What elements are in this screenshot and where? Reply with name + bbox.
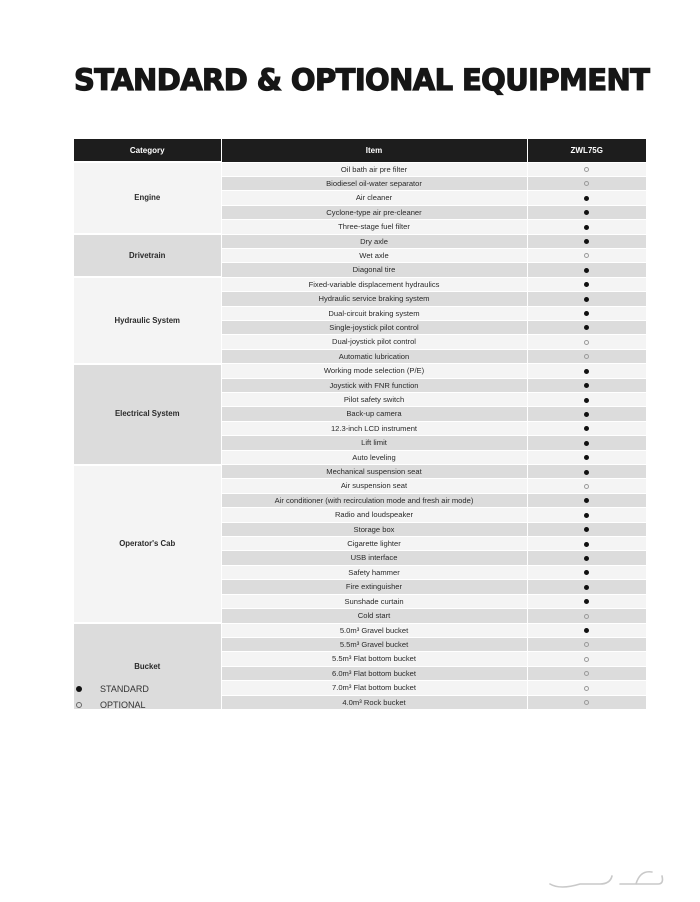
availability-cell xyxy=(527,522,646,536)
table-row xyxy=(74,277,646,291)
availability-cell xyxy=(527,292,646,306)
availability-cell xyxy=(527,306,646,320)
availability-cell xyxy=(527,551,646,565)
table-row xyxy=(74,623,646,637)
item-cell: Three-stage fuel filter xyxy=(221,220,527,234)
availability-cell xyxy=(527,335,646,349)
optional-circle-icon xyxy=(584,700,589,705)
item-cell: Fire extinguisher xyxy=(221,580,527,594)
standard-dot-icon xyxy=(584,628,589,633)
standard-dot-icon xyxy=(76,686,82,692)
standard-dot-icon xyxy=(584,398,589,403)
availability-cell xyxy=(527,450,646,464)
item-cell: Cold start xyxy=(221,609,527,623)
item-cell: 4.0m³ Rock bucket xyxy=(221,695,527,709)
legend xyxy=(76,681,149,713)
availability-cell xyxy=(527,681,646,695)
standard-dot-icon xyxy=(584,455,589,460)
optional-circle-icon xyxy=(584,354,589,359)
availability-cell xyxy=(527,623,646,637)
item-cell: 12.3-inch LCD instrument xyxy=(221,421,527,435)
category-cell: Hydraulic System xyxy=(74,277,221,363)
table-row xyxy=(74,234,646,248)
standard-dot-icon xyxy=(584,426,589,431)
header-item: Item xyxy=(221,139,527,162)
availability-cell xyxy=(527,652,646,666)
availability-cell xyxy=(527,176,646,190)
availability-cell xyxy=(527,436,646,450)
equipment-table xyxy=(74,139,646,709)
category-cell: Operator's Cab xyxy=(74,465,221,623)
haraj-watermark-logo xyxy=(540,862,670,896)
standard-dot-icon xyxy=(584,282,589,287)
header-category: Category xyxy=(74,139,221,162)
item-cell: Diagonal tire xyxy=(221,263,527,277)
table-row xyxy=(74,162,646,176)
availability-cell xyxy=(527,191,646,205)
legend-standard xyxy=(76,681,149,697)
item-cell: 7.0m³ Flat bottom bucket xyxy=(221,681,527,695)
item-cell: 5.5m³ Gravel bucket xyxy=(221,637,527,651)
item-cell: Air conditioner (with recirculation mode and fresh air mode) xyxy=(221,493,527,507)
standard-dot-icon xyxy=(584,470,589,475)
legend-optional xyxy=(76,697,149,713)
item-cell: 5.0m³ Gravel bucket xyxy=(221,623,527,637)
availability-cell xyxy=(527,565,646,579)
standard-dot-icon xyxy=(584,196,589,201)
item-cell: Dual-circuit braking system xyxy=(221,306,527,320)
standard-dot-icon xyxy=(584,498,589,503)
item-cell: Joystick with FNR function xyxy=(221,378,527,392)
optional-circle-icon xyxy=(584,671,589,676)
standard-dot-icon xyxy=(584,556,589,561)
equipment-table-body xyxy=(74,162,646,709)
item-cell: Wet axle xyxy=(221,248,527,262)
item-cell: Working mode selection (P/E) xyxy=(221,364,527,378)
category-cell: Drivetrain xyxy=(74,234,221,277)
availability-cell xyxy=(527,580,646,594)
item-cell: 6.0m³ Flat bottom bucket xyxy=(221,666,527,680)
standard-dot-icon xyxy=(584,369,589,374)
availability-cell xyxy=(527,349,646,363)
legend-standard-label: STANDARD xyxy=(100,684,149,694)
category-cell: Bucket xyxy=(74,623,221,709)
item-cell: Back-up camera xyxy=(221,407,527,421)
availability-cell xyxy=(527,407,646,421)
standard-dot-icon xyxy=(584,325,589,330)
availability-cell xyxy=(527,666,646,680)
availability-cell xyxy=(527,537,646,551)
item-cell: Single-joystick pilot control xyxy=(221,320,527,334)
standard-dot-icon xyxy=(584,570,589,575)
availability-cell xyxy=(527,421,646,435)
header-model: ZWL75G xyxy=(527,139,646,162)
item-cell: USB interface xyxy=(221,551,527,565)
availability-cell xyxy=(527,263,646,277)
item-cell: Cyclone-type air pre-cleaner xyxy=(221,205,527,219)
availability-cell xyxy=(527,609,646,623)
table-row xyxy=(74,465,646,479)
standard-dot-icon xyxy=(584,527,589,532)
availability-cell xyxy=(527,637,646,651)
standard-dot-icon xyxy=(584,441,589,446)
availability-cell xyxy=(527,277,646,291)
item-cell: Oil bath air pre filter xyxy=(221,162,527,176)
optional-circle-icon xyxy=(584,340,589,345)
item-cell: Auto leveling xyxy=(221,450,527,464)
standard-dot-icon xyxy=(584,542,589,547)
availability-cell xyxy=(527,220,646,234)
item-cell: Radio and loudspeaker xyxy=(221,508,527,522)
standard-dot-icon xyxy=(584,412,589,417)
table-header-row xyxy=(74,139,646,162)
item-cell: Storage box xyxy=(221,522,527,536)
item-cell: Cigarette lighter xyxy=(221,537,527,551)
availability-cell xyxy=(527,364,646,378)
availability-cell xyxy=(527,479,646,493)
optional-circle-icon xyxy=(76,702,82,708)
optional-circle-icon xyxy=(584,253,589,258)
category-cell: Engine xyxy=(74,162,221,234)
item-cell: Pilot safety switch xyxy=(221,393,527,407)
legend-optional-label: OPTIONAL xyxy=(100,700,146,710)
optional-circle-icon xyxy=(584,614,589,619)
item-cell: Mechanical suspension seat xyxy=(221,465,527,479)
standard-dot-icon xyxy=(584,225,589,230)
item-cell: Safety hammer xyxy=(221,565,527,579)
standard-dot-icon xyxy=(584,297,589,302)
standard-dot-icon xyxy=(584,268,589,273)
optional-circle-icon xyxy=(584,642,589,647)
standard-dot-icon xyxy=(584,513,589,518)
item-cell: Dry axle xyxy=(221,234,527,248)
availability-cell xyxy=(527,248,646,262)
availability-cell xyxy=(527,594,646,608)
optional-circle-icon xyxy=(584,181,589,186)
optional-circle-icon xyxy=(584,657,589,662)
item-cell: Hydraulic service braking system xyxy=(221,292,527,306)
availability-cell xyxy=(527,234,646,248)
standard-dot-icon xyxy=(584,599,589,604)
availability-cell xyxy=(527,378,646,392)
availability-cell xyxy=(527,393,646,407)
availability-cell xyxy=(527,493,646,507)
item-cell: Sunshade curtain xyxy=(221,594,527,608)
availability-cell xyxy=(527,162,646,176)
standard-dot-icon xyxy=(584,239,589,244)
item-cell: Dual-joystick pilot control xyxy=(221,335,527,349)
item-cell: Biodiesel oil-water separator xyxy=(221,176,527,190)
standard-dot-icon xyxy=(584,585,589,590)
optional-circle-icon xyxy=(584,484,589,489)
item-cell: Fixed-variable displacement hydraulics xyxy=(221,277,527,291)
optional-circle-icon xyxy=(584,686,589,691)
availability-cell xyxy=(527,465,646,479)
item-cell: Automatic lubrication xyxy=(221,349,527,363)
category-cell: Electrical System xyxy=(74,364,221,465)
availability-cell xyxy=(527,695,646,709)
page-title: STANDARD & OPTIONAL EQUIPMENT xyxy=(74,63,650,97)
availability-cell xyxy=(527,320,646,334)
optional-circle-icon xyxy=(584,167,589,172)
item-cell: Air suspension seat xyxy=(221,479,527,493)
item-cell: 5.5m³ Flat bottom bucket xyxy=(221,652,527,666)
standard-dot-icon xyxy=(584,210,589,215)
item-cell: Lift limit xyxy=(221,436,527,450)
standard-dot-icon xyxy=(584,311,589,316)
standard-dot-icon xyxy=(584,383,589,388)
availability-cell xyxy=(527,205,646,219)
item-cell: Air cleaner xyxy=(221,191,527,205)
availability-cell xyxy=(527,508,646,522)
table-row xyxy=(74,364,646,378)
